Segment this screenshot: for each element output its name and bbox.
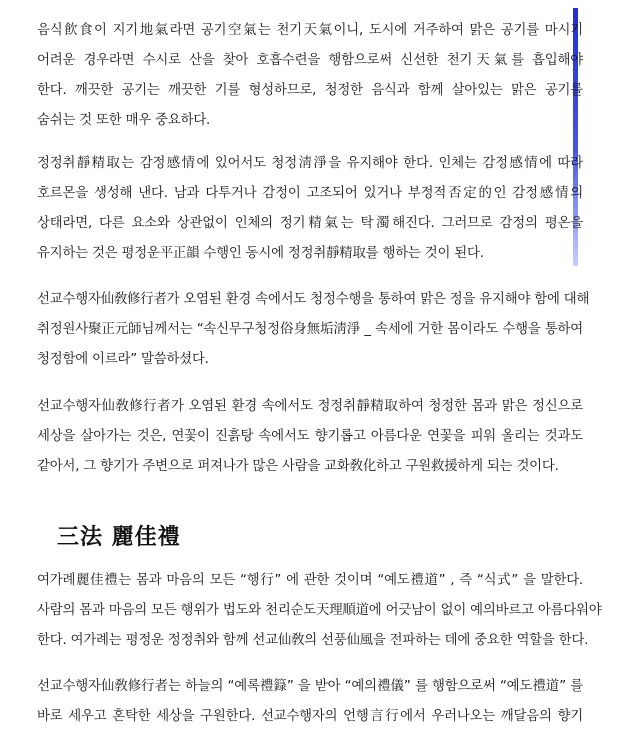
paragraph-air (37, 16, 583, 136)
paragraph-yeogarye (37, 566, 602, 656)
text-line: 선교수행자仙敎修行者는 하늘의 “예록禮籙” 을 받아 “예의禮儀” 를 행함으로써 “예도禮道” 를 (37, 679, 583, 694)
text-line: 호르몬을 생성해 낸다. 남과 다투거나 감정이 고조되어 있거나 부정적否定的인 감정感情의 (37, 186, 583, 201)
text-line: 같아서, 그 향기가 주변으로 퍼져나가 많은 사람을 교화敎化하고 구원救援하게 되는 것이다. (37, 459, 559, 474)
paragraph-lotus (37, 392, 583, 482)
text-line: 사람의 몸과 마음의 모든 행위가 법도와 천리순도天理順道에 어긋남이 없이 예의바르고 아름다워야 (37, 603, 602, 618)
text-line: 청정함에 이르라” 말씀하셨다. (37, 352, 209, 367)
text-line: 바로 세우고 혼탁한 세상을 구원한다. 선교수행자의 언행言行에서 우러나오는 깨달음의 향기 (37, 709, 583, 724)
text-line: 유지하는 것은 평정운平正韻 수행인 동시에 정정취靜精取를 행하는 것이 된다. (37, 246, 484, 261)
text-line: 숨쉬는 것 또한 매우 중요하다. (37, 113, 211, 128)
text-line: 음식飮食이 지기地氣라면 공기空氣는 천기天氣이니, 도시에 거주하여 맑은 공기를 마시기 (37, 23, 583, 38)
text-line: 여가례麗佳禮는 몸과 마음의 모든 “행行” 에 관한 것이며 “예도禮道” , 즉 “식式” 을 말한다. (37, 573, 583, 588)
paragraph-yerok (37, 672, 583, 732)
text-line: 어려운 경우라면 수시로 산을 찾아 호흡수련을 행함으로써 신선한 천기天氣를 흡입해야 (37, 53, 583, 68)
paragraph-emotion (37, 149, 583, 269)
text-line: 선교수행자仙敎修行者가 오염된 환경 속에서도 정정취靜精取하여 청정한 몸과 맑은 정신으로 (37, 399, 583, 414)
paragraph-master-quote (37, 285, 590, 375)
text-line: 한다. 깨끗한 공기는 깨끗한 기를 형성하므로, 청정한 음식과 함께 살아있는 맑은 공기를 (37, 83, 583, 98)
text-line: 정정취靜精取는 감정感情에 있어서도 청정淸淨을 유지해야 한다. 인체는 감정感情에 따라 (37, 156, 583, 171)
text-line: 한다. 여가례는 평정운 정정취와 함께 선교仙敎의 선풍仙風을 전파하는 데에 중요한 역할을 한다. (37, 633, 589, 648)
text-line: 취정원사聚正元師님께서는 “속신무구청정俗身無垢淸淨 _ 속세에 거한 몸이라도 수행을 통하여 (37, 322, 583, 337)
text-line: 선교수행자仙敎修行者가 오염된 환경 속에서도 청정수행을 통하여 맑은 정을 유지해야 함에 대해 (37, 292, 590, 307)
text-line: 세상을 살아가는 것은, 연꽃이 진흙탕 속에서도 향기롭고 아름다운 연꽃을 피워 올리는 것과도 (37, 429, 583, 444)
section-heading: 三法 麗佳禮 (57, 524, 181, 550)
text-line: 상태라면, 다른 요소와 상관없이 인체의 정기精氣는 탁濁해진다. 그러므로 감정의 평온을 (37, 216, 583, 231)
